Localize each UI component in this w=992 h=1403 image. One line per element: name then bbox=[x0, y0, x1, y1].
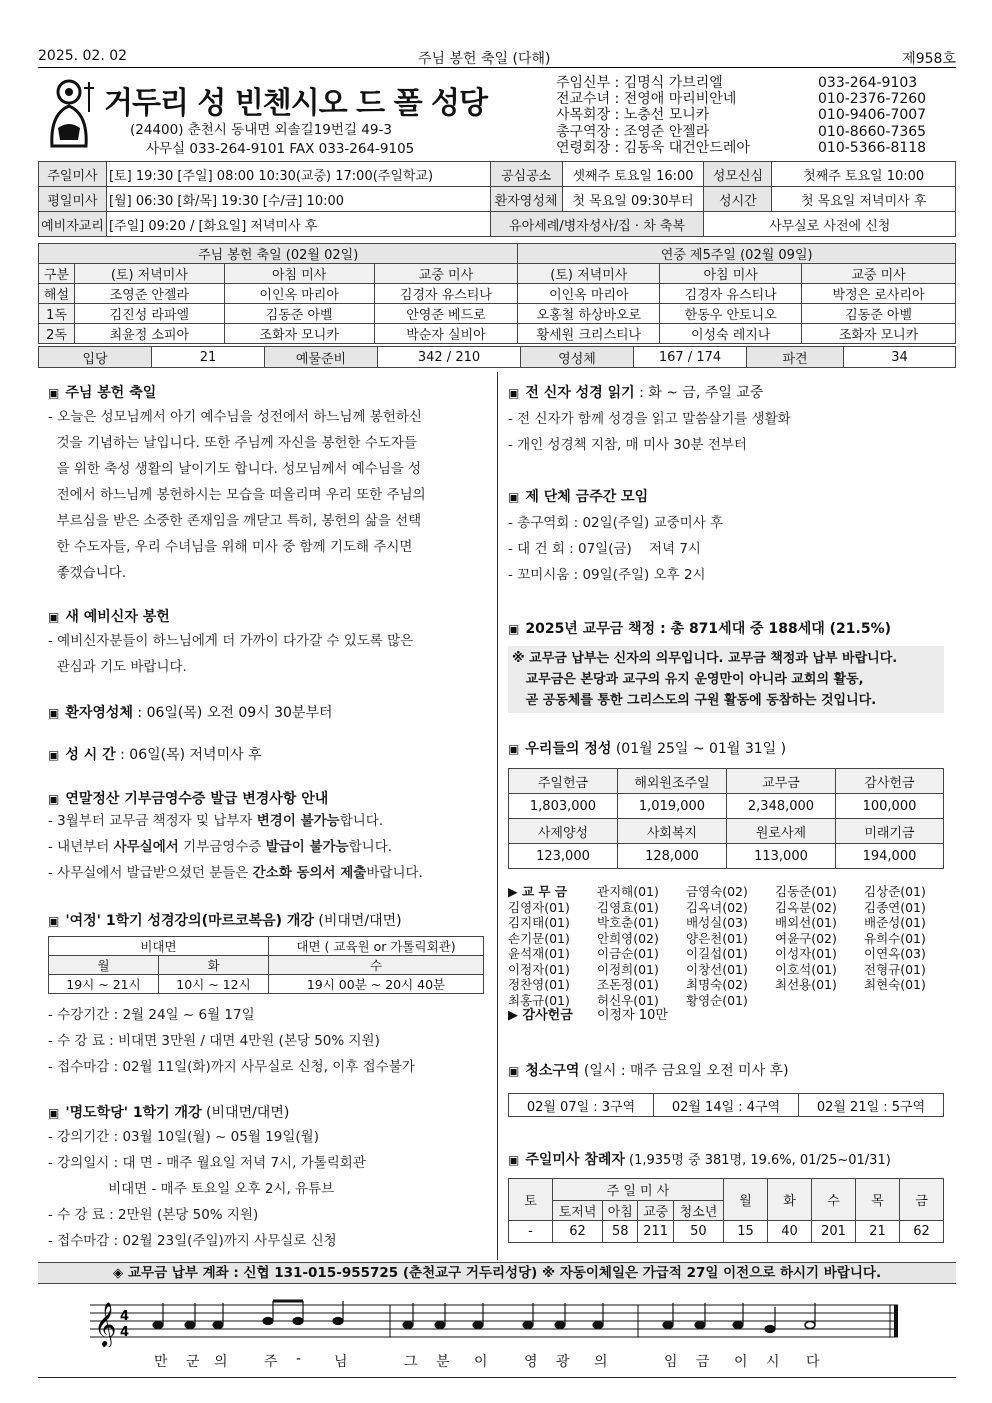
tithe-note: ※ 교무금 납부는 신자의 의무입니다. 교무금 책정과 납부 바랍니다. 교무금은 본당과 교구의 유지 운영만이 아니라 교회의 활동, 곧 공동체를 통한 그리스도의 구원 활동에 동참하는 것입니다. bbox=[508, 646, 944, 713]
liturgy-stats-table: 입당 21 예물준비 342 / 210 영성체 167 / 174 파견 34 bbox=[38, 346, 956, 368]
section-tax-receipt: ▣ 연말정산 기부금영수증 발급 변경사항 안내 bbox=[48, 791, 329, 807]
music-staff bbox=[90, 1297, 910, 1370]
section-catechumens: ▣ 새 예비신자 봉헌 bbox=[48, 609, 170, 625]
svg-text:4: 4 bbox=[120, 1309, 130, 1324]
parish-logo bbox=[42, 76, 96, 150]
hymn-lyrics: 만 군 의 주 - 님 그 분 이 영 광 의 임 금 이 시 다 bbox=[154, 1351, 821, 1370]
issue-number: 제958호 bbox=[902, 51, 956, 67]
section-sick-communion: ▣ 환자영성체 : 06일(목) 오전 09시 30분부터 bbox=[48, 705, 333, 721]
bible-reading-body: - 전 신자가 함께 성경을 읽고 말씀살기를 생활화 - 개인 성경책 지참, 매 미사 30분 전부터 bbox=[508, 411, 791, 453]
contact-row: 총구역장 : 조영준 안젤라 010-8660-7365 bbox=[556, 123, 927, 140]
mass-schedule-table: 주일미사 [토] 19:30 [주일] 08:00 10:30(교중) 17:00(주일학교) 공심공소 셋째주 토요일 16:00 성모신심 첫째주 토요일 10:00 평일미사 [월] 06:30 [화/목] 19:30 [수/금] 10:00 환자영성체 첫 목요일 09:30부터 성시간 첫 목요일 저녁미사 후 예비자교리 [주일] 09:20 / [화요일] 저녁미사 후 유아세례/병자성사/집 · 차 축복 사무실로 사전에 신청 bbox=[38, 161, 956, 237]
table-row: 해설 조영준 안젤라 이인옥 마리아 김경자 유스티나 이인옥 마리아 김경자 유스티나 박정은 로사리아 bbox=[39, 284, 956, 304]
attendance-table: 토 주 일 미 사 월 화 수 목 금 토저녁 아침 교중 청소년 - 62 58 211 50 15 40 201 21 62 bbox=[508, 1178, 944, 1243]
section-presentation: ▣ 주님 봉헌 축일 bbox=[48, 385, 157, 401]
section-group-meetings: ▣ 제 단체 금주간 모임 bbox=[508, 489, 649, 505]
parish-office: 사무실 033-264-9101 FAX 033-264-9105 bbox=[146, 141, 415, 157]
section-attendance: ▣ 주일미사 참례자 (1,935명 중 381명, 19.6%, 01/25~01/31) bbox=[508, 1152, 891, 1168]
liturgy-roles-table: 주님 봉헌 축일 (02월 02일) 연중 제5주일 (02월 09일) 구분 (토) 저녁미사 아침 미사 교중 미사 (토) 저녁미사 아침 미사 교중 미사 해설 조영준 안젤라 이인옥 마리아 김경자 유스티나 이인옥 마리아 김경자 유스티나 박정은 로사리아 1독 김진성 라파엘 김동준 아벨 안영준 베드로 오홍철 하상바오로 한동우 안토니오 김동준 아벨 2독 최윤정 소피아 조화자 모니카 박순자 실비아 황세원 크리스티나 이성숙 레지나 조화자 모니카 bbox=[38, 243, 956, 344]
parish-address: (24400) 춘천시 동내면 외솔길19번길 49-3 bbox=[130, 122, 392, 138]
bible-lecture-table: 비대면 대면 ( 교육원 or 가톨릭회관) 월 화 수 19시 ~ 21시 10시 ~ 12시 19시 00분 ~ 20시 40분 bbox=[48, 936, 484, 994]
cleaning-table: 02월 07일 : 3구역 02월 14일 : 4구역 02월 21일 : 5구역 bbox=[508, 1093, 944, 1117]
presentation-body: - 오늘은 성모님께서 아기 예수님을 성전에서 하느님께 봉헌하신 것을 기념하는 날입니다. 또한 주님께 자신을 봉헌한 수도자들 을 위한 축성 생활의 날이기도 합니다. 성모님께서 예수님을 성 전에서 하느님께 봉헌하시는 모습을 떠올리며 우리 또한 주님의 부르심을 받은 소중한 존재임을 깨닫고 특히, 봉헌의 삶을 선택 한 수도자들, 우리 수녀님을 위해 미사 중 함께 기도해 주시면 좋겠습니다. bbox=[48, 409, 426, 581]
svg-text:𝄞: 𝄞 bbox=[94, 1302, 117, 1346]
table-row: 1독 김진성 라파엘 김동준 아벨 안영준 베드로 오홍철 하상바오로 한동우 안토니오 김동준 아벨 bbox=[39, 304, 956, 324]
section-holy-hour: ▣ 성 시 간 : 06일(목) 저녁미사 후 bbox=[48, 747, 262, 763]
tithe-name-list: ▶ 교 무 금 관지해(01) 금영숙(02) 김동준(01) 김상준(01) 김영자(01) 김영효(01) 김옥녀(02) 김옥분(02) 김종연(01) 김지태(01) 박호춘(01) 배성실(03) 배외선(01) 배준성(01) 손기문(01) 안희영(02) 양은천(01) 여윤구(02) 유희수(01) 윤석재(01) 이금순(01) 이길섭(01) 이성자(01) 이연옥(03) 이정자(01) 이정희(01) 이창선(01) 이호석(01) 전형규(01) 정찬영(01) 조돈정(01) 최명숙(02) 최선용(01) 최현숙(01) 최홍규(01) 허신우(01) 황영순(01) ▶ 감사헌금 이정자 10만 bbox=[508, 884, 926, 1023]
table-row: 2독 최윤정 소피아 조화자 모니카 박순자 실비아 황세원 크리스티나 이성숙 레지나 조화자 모니카 bbox=[39, 324, 956, 344]
group-meetings-body: - 총구역회 : 02일(주일) 교중미사 후 - 대 건 회 : 07일(금) 저녁 7시 - 꼬미시움 : 09일(주일) 오후 2시 bbox=[508, 515, 724, 583]
section-offerings: ▣ 우리들의 정성 (01월 25일 ~ 01월 31일 ) bbox=[508, 741, 787, 757]
bottom-rule bbox=[38, 1377, 956, 1378]
week2-header: 연중 제5주일 (02월 09일) bbox=[518, 244, 956, 264]
week1-header: 주님 봉헌 축일 (02월 02일) bbox=[39, 244, 518, 264]
contact-row: 주임신부 : 김명식 가브리엘 033-264-9103 bbox=[556, 75, 918, 91]
account-bar: ◈ 교무금 납부 계좌 : 신협 131-015-955725 (춘천교구 거두리성당) ※ 자동이체일은 가급적 27일 이전으로 하시기 바랍니다. bbox=[38, 1262, 956, 1284]
contact-row: 연령회장 : 김동욱 대건안드레아 010-5366-8118 bbox=[556, 139, 927, 156]
contact-list bbox=[556, 75, 956, 156]
section-bible-reading: ▣ 전 신자 성경 읽기 : 화 ~ 금, 주일 교중 bbox=[508, 385, 764, 401]
column-divider bbox=[497, 372, 498, 1260]
section-tithe-pledge: ▣ 2025년 교무금 책정 : 총 871세대 중 188세대 (21.5%) bbox=[508, 621, 892, 637]
contact-row: 전교수녀 : 전영애 마리비안네 010-2376-7260 bbox=[556, 91, 927, 108]
contact-row: 사목회장 : 노충선 모니카 010-9406-7007 bbox=[556, 107, 927, 124]
svg-text:4: 4 bbox=[120, 1325, 130, 1340]
bulletin-date: 2025. 02. 02 bbox=[38, 48, 128, 64]
catechumens-body: - 예비신자분들이 하느님에게 더 가까이 다가갈 수 있도록 많은 관심과 기도 바랍니다. bbox=[48, 633, 414, 675]
parish-name: 거두리 성 빈첸시오 드 폴 성당 bbox=[104, 86, 487, 121]
section-cleaning: ▣ 청소구역 (일시 : 매주 금요일 오전 미사 후) bbox=[508, 1063, 789, 1079]
bulletin-feast: 주님 봉헌 축일 (다해) bbox=[418, 51, 551, 67]
myeongdo-body: - 강의기간 : 03월 10일(월) ~ 05월 19일(월) - 강의일시 : 대 면 - 매주 월요일 저녁 7시, 가톨릭회관 비대면 - 매주 토요일 오후 2시, 유튜브 - 수 강 료 : 2만원 (본당 50% 지원) - 접수마감 : 02월 23일(주일)까지 사무실로 신청 bbox=[48, 1129, 366, 1249]
bible-lecture-body: - 수강기간 : 2월 24일 ~ 6월 17일 - 수 강 료 : 비대면 3만원 / 대면 4만원 (본당 50% 지원) - 접수마감 : 02월 11일(화)까지 사무실로 신청, 이후 접수불가 bbox=[48, 1007, 415, 1075]
tax-receipt-body: - 3월부터 교무금 책정자 및 납부자 변경이 불가능합니다. - 내년부터 사무실에서 기부금영수증 발급이 불가능합니다. - 사무실에서 발급받으셨던 분들은 간소화 동의서 제출바랍니다. bbox=[48, 813, 423, 881]
header-bar bbox=[38, 46, 956, 68]
section-bible-lecture: ▣ '여정' 1학기 성경강의(마르코복음) 개강 (비대면/대면) bbox=[48, 913, 402, 929]
section-myeongdo: ▣ '명도학당' 1학기 개강 (비대면/대면) bbox=[48, 1105, 290, 1121]
offerings-table: 주일헌금 해외원조주일 교무금 감사헌금 1,803,000 1,019,000 2,348,000 100,000 사제양성 사회복지 원로사제 미래기금 123,000 128,000 113,000 194,000 bbox=[508, 768, 944, 869]
